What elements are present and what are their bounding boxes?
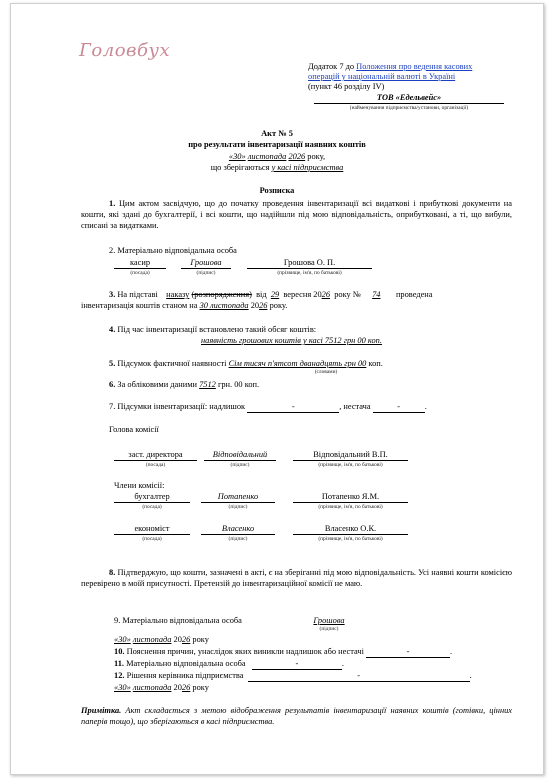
act-date: «30» листопада 2026 року, [228, 152, 326, 161]
golovbukh-logo: Головбух [79, 40, 171, 61]
p4-value: наявність грошових коштів у касі 7512 грн 00 коп. [201, 336, 382, 345]
commission-head-label: Голова комісії [109, 425, 159, 434]
p2-label: 2. Матеріально відповідальна особа [109, 246, 237, 255]
p2-signature: Грошова [190, 258, 222, 267]
paragraph-10: 10. Пояснення причин, унаслідок яких виникли надлишок або нестачі - . [114, 647, 453, 656]
p9-label: 9. Матеріально відповідальна особа [114, 616, 242, 625]
p9-signature: Грошова [313, 616, 345, 625]
member2-name: Власенко О.К. [324, 524, 377, 533]
member1-position: бухгалтер [134, 492, 170, 501]
p2-position: касир [129, 258, 151, 267]
act-number: Акт № 5 [261, 129, 293, 138]
document-page: Головбух Додаток 7 до Положення про ведення касових операцій у національній валюті в Україні (пункт 46 розділу IV) ТОВ «Едельвейс» (найменування підприємства/установи, організації) Акт № 5 про результати інвентаризації наявних коштів «30» листопада 2026 року, що зберігаються у касі підприємства Розписка 1. Цим актом засвідчую, що до початку проведення інвентаризації всі видаткові і прибуткові документи на кошти, які здані до бухгалтерії, і всі кошти, що надійшли під мою відповідальність, оприбутковані, а ті, що вибули, списані за видатками. 2. Матеріально відповідальна особа касир (посада) Грошова (підпис) Грошова О. П. (прізвище, ім'я, по батькові) 3. На підставі наказу (розпорядження) від 29 вересня 2026 року № 74 проведена інвентаризація коштів станом на 30 листопада 2026 року. 4. Під час інвентаризації встановлено такий обсяг коштів: наявність грошових коштів у касі 7512 грн 00 коп. 5. Підсумок фактичної наявності Сім тисяч п'ятсот дванадцять грн 00 коп. (словами) 6. За обліковими даними 7512 грн. 00 коп. 7. Підсумки інвентаризації: надлишок - , нестача - . Голова комісії заст. директора (посада) Відповідальний (підпис) Відповідальний В.П. (прізвище, ім'я, по батькові) Члени комісії: бухгалтер (посада) Потапенко (підпис) Потапенко Я.М. (прізвище, ім'я, по батькові) економіст (посада) Власенко (підпис) Власенко О.К. (прізвище, ім'я, по батькові) 8. Підтверджую, що кошти, зазначені в акті, є на зберіганні під мою відповідальність. Усі наявні кошти комісією перевірено в моїй присутності. Претензій до інвентаризаційної комісії не маю. 9. Матеріально відповідальна особа Грошова (підпис) «30» листопада 2026 року 10. Пояснення причин, унаслідок яких виникли надлишок або нестачі - . 11. Матеріально відповідальна особа - . 12. Рішення керівника підприємства - . «30» листопада 2026 року Примітка. Акт складається з метою відображення результатів інвентаризації наявних коштів (готівки, цінних паперів тощо), що зберігаються в касі підприємства. [10, 3, 544, 775]
regulation-link-cont[interactable]: операцій у національній валюті в Україні [308, 72, 456, 81]
regulation-link[interactable]: Положення про ведення касових [356, 62, 473, 71]
paragraph-8: 8. Підтверджую, що кошти, зазначені в акті, є на зберіганні під мою відповідальність. Усі наявні кошти комісією перевірено в моїй присутності. Претензій до інвентаризаційної комісії не маю. [81, 568, 513, 588]
head-name: Відповідальний В.П. [313, 450, 388, 459]
paragraph-4: 4. Під час інвентаризації встановлено такий обсяг коштів: [109, 325, 317, 334]
paragraph-3: 3. На підставі наказу (розпорядження) від 29 вересня 2026 року № 74 проведена [109, 290, 433, 299]
member2-position: економіст [134, 524, 170, 533]
member2-signature: Власенко [221, 524, 255, 533]
org-name: ТОВ «Едельвейс» [376, 93, 442, 102]
paragraph-6: 6. За обліковими даними 7512 грн. 00 коп. [109, 380, 260, 389]
paragraph-11: 11. Матеріально відповідальна особа - . [114, 659, 344, 668]
org-caption: (найменування підприємства/установи, організації) [349, 105, 469, 111]
member1-signature: Потапенко [217, 492, 259, 501]
members-label: Члени комісії: [114, 481, 165, 490]
p9-caption: (підпис) [319, 626, 339, 632]
paragraph-7: 7. Підсумки інвентаризації: надлишок - , нестача - . [109, 402, 427, 411]
p5-caption: (словами) [314, 369, 338, 375]
paragraph-5: 5. Підсумок фактичної наявності Сім тисяч п'ятсот дванадцять грн 00 коп. [109, 359, 383, 368]
act-stored: що зберігаються у касі підприємства [210, 163, 344, 172]
appendix-prefix: Додаток 7 до [308, 62, 355, 71]
p9-date: «30» листопада 2026 року [114, 635, 209, 644]
note: Примітка. Акт складається з метою відображення результатів інвентаризації наявних коштів (готівки, цінних паперів тощо), що зберігаються в касі підприємства. [81, 706, 513, 726]
appendix-point: (пункт 46 розділу IV) [308, 82, 385, 91]
head-signature: Відповідальний [212, 450, 268, 459]
paragraph-1: 1. Цим актом засвідчую, що до початку проведення інвентаризації всі видаткові і прибуткові документи на кошти, які здані до бухгалтерії, і всі кошти, що надійшли під мою відповідальність, оприбутковані, а ті, що вибули, списані за видатками. [81, 199, 513, 230]
final-date: «30» листопада 2026 року [114, 683, 209, 692]
paragraph-3-line2: інвентаризація коштів станом на 30 листопада 2026 року. [81, 301, 288, 310]
head-position: заст. директора [128, 450, 183, 459]
receipt-heading: Розписка [259, 186, 295, 195]
p2-name: Грошова О. П. [283, 258, 336, 267]
member1-name: Потапенко Я.М. [321, 492, 380, 501]
paragraph-12: 12. Рішення керівника підприємства - . [114, 671, 472, 680]
act-title: про результати інвентаризації наявних коштів [188, 140, 366, 149]
